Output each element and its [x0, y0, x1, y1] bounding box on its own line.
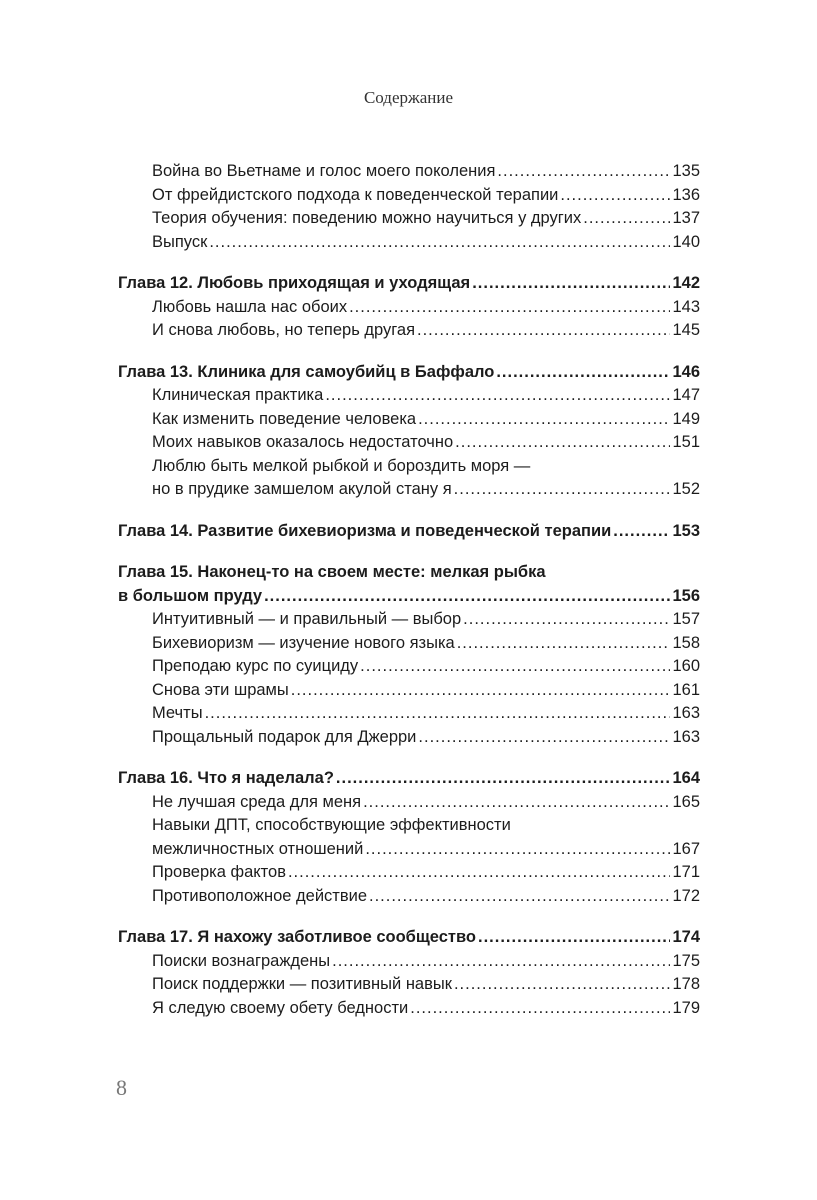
- entry-title: Интуитивный — и правильный — выбор: [152, 610, 462, 628]
- toc-subentry[interactable]: [118, 431, 700, 455]
- entry-page-number: 135: [672, 162, 700, 180]
- toc-subentry[interactable]: [118, 885, 700, 909]
- entry-title: Противоположное действие: [152, 886, 368, 905]
- dot-leader: [349, 296, 670, 320]
- dot-leader: [332, 950, 670, 974]
- entry-title: Люблю быть мелкой рыбкой и бороздить моря —: [152, 456, 531, 475]
- toc-section: [118, 160, 700, 254]
- entry-page-number: 163: [672, 704, 700, 722]
- dot-leader: [497, 160, 670, 184]
- entry-title: От фрейдистского подхода к поведенческой терапии: [152, 185, 559, 204]
- entry-title: Глава 12. Любовь приходящая и уходящая: [118, 274, 471, 292]
- section-gap: [118, 254, 700, 272]
- toc-subentry[interactable]: [118, 160, 700, 184]
- entry-page-number: 156: [672, 586, 700, 605]
- toc-subentry[interactable]: [118, 679, 700, 703]
- dot-leader: [369, 885, 670, 909]
- entry-page-number: 136: [672, 185, 700, 204]
- toc-section: [118, 272, 700, 343]
- dot-leader: [496, 361, 670, 385]
- toc-subentry[interactable]: [118, 608, 700, 632]
- toc-subentry[interactable]: [118, 455, 700, 479]
- toc-subentry[interactable]: [118, 814, 700, 838]
- entry-page-number: 152: [672, 480, 700, 498]
- entry-page-number: 158: [672, 633, 700, 652]
- dot-leader: [455, 431, 670, 455]
- toc-chapter-entry[interactable]: [118, 585, 700, 609]
- dot-leader: [360, 655, 670, 679]
- entry-title: Глава 15. Наконец-то на своем месте: мелкая рыбка: [118, 563, 546, 581]
- toc-subentry[interactable]: [118, 231, 700, 255]
- entry-page-number: 157: [672, 610, 700, 628]
- toc-subentry[interactable]: [118, 184, 700, 208]
- dot-leader: [613, 520, 670, 544]
- toc-subentry[interactable]: [118, 726, 700, 750]
- entry-title: межличностных отношений: [152, 839, 364, 858]
- dot-leader: [417, 319, 670, 343]
- entry-title: Моих навыков оказалось недостаточно: [152, 433, 454, 451]
- dot-leader: [560, 184, 670, 208]
- entry-page-number: 147: [672, 386, 700, 404]
- entry-page-number: 167: [672, 839, 700, 858]
- entry-title: Любовь нашла нас обоих: [152, 297, 348, 316]
- entry-title: Бихевиоризм — изучение нового языка: [152, 633, 455, 652]
- entry-page-number: 140: [672, 232, 700, 251]
- dot-leader: [583, 207, 670, 231]
- entry-page-number: 149: [672, 409, 700, 428]
- entry-page-number: 142: [672, 274, 700, 292]
- entry-title: Я следую своему обету бедности: [152, 998, 409, 1017]
- entry-page-number: 175: [672, 951, 700, 970]
- toc-subentry[interactable]: [118, 632, 700, 656]
- entry-title: Преподаю курс по суициду: [152, 657, 359, 675]
- toc-subentry[interactable]: [118, 319, 700, 343]
- toc-subentry[interactable]: [118, 655, 700, 679]
- entry-title: Навыки ДПТ, способствующие эффективности: [152, 816, 511, 834]
- entry-title: Глава 16. Что я наделала?: [118, 769, 334, 787]
- entry-page-number: 143: [672, 297, 700, 316]
- entry-title: Прощальный подарок для Джерри: [152, 727, 417, 746]
- entry-title: Поиск поддержки — позитивный навык: [152, 975, 452, 993]
- dot-leader: [365, 838, 670, 862]
- toc-section: [118, 561, 700, 749]
- entry-title: Мечты: [152, 704, 203, 722]
- dot-leader: [264, 585, 670, 609]
- dot-leader: [336, 767, 671, 791]
- entry-page-number: 146: [672, 362, 700, 381]
- entry-title: И снова любовь, но теперь другая: [152, 321, 416, 339]
- dot-leader: [291, 679, 671, 703]
- dot-leader: [325, 384, 670, 408]
- toc-subentry[interactable]: [118, 861, 700, 885]
- toc-subentry[interactable]: [118, 702, 700, 726]
- section-gap: [118, 502, 700, 520]
- entry-title: Клиническая практика: [152, 386, 324, 404]
- toc-chapter-entry[interactable]: [118, 926, 700, 950]
- entry-page-number: 163: [672, 727, 700, 746]
- toc-chapter-entry[interactable]: [118, 767, 700, 791]
- section-gap: [118, 908, 700, 926]
- toc-subentry[interactable]: [118, 296, 700, 320]
- toc-subentry[interactable]: [118, 207, 700, 231]
- toc-subentry[interactable]: [118, 478, 700, 502]
- entry-page-number: 145: [672, 321, 700, 339]
- entry-title: Снова эти шрамы: [152, 680, 289, 699]
- dot-leader: [457, 632, 671, 656]
- dot-leader: [454, 478, 671, 502]
- toc-subentry[interactable]: [118, 408, 700, 432]
- dot-leader: [454, 973, 671, 997]
- entry-page-number: 171: [672, 863, 700, 881]
- entry-page-number: 137: [672, 209, 700, 227]
- dot-leader: [363, 791, 670, 815]
- toc-section: [118, 926, 700, 1020]
- entry-title: Не лучшая среда для меня: [152, 792, 362, 811]
- entry-page-number: 179: [672, 998, 700, 1017]
- entry-page-number: 151: [672, 433, 700, 451]
- page-title: Содержание: [363, 88, 454, 107]
- table-of-contents: [118, 160, 700, 1020]
- toc-section: [118, 520, 700, 544]
- entry-page-number: 161: [672, 680, 700, 699]
- entry-page-number: 178: [672, 975, 700, 993]
- toc-subentry[interactable]: [118, 973, 700, 997]
- entry-title: Глава 17. Я нахожу заботливое сообщество: [118, 928, 477, 946]
- entry-page-number: 165: [672, 792, 700, 811]
- entry-page-number: 160: [672, 657, 700, 675]
- toc-chapter-entry[interactable]: [118, 520, 700, 544]
- toc-subentry[interactable]: [118, 950, 700, 974]
- toc-chapter-entry[interactable]: [118, 272, 700, 296]
- entry-title: Проверка фактов: [152, 863, 286, 881]
- dot-leader: [478, 926, 670, 950]
- dot-leader: [463, 608, 670, 632]
- dot-leader: [472, 272, 670, 296]
- page-number: 8: [116, 1075, 127, 1100]
- dot-leader: [410, 997, 670, 1021]
- toc-subentry[interactable]: [118, 997, 700, 1021]
- entry-title: Глава 13. Клиника для самоубийц в Баффало: [118, 362, 495, 381]
- toc-section: [118, 767, 700, 908]
- section-gap: [118, 543, 700, 561]
- dot-leader: [288, 861, 671, 885]
- dot-leader: [418, 408, 670, 432]
- entry-page-number: 164: [672, 769, 700, 787]
- toc-section: [118, 361, 700, 502]
- entry-page-number: 172: [672, 886, 700, 905]
- section-gap: [118, 343, 700, 361]
- entry-title: Глава 14. Развитие бихевиоризма и поведенческой терапии: [118, 521, 612, 540]
- toc-chapter-entry[interactable]: [118, 361, 700, 385]
- toc-chapter-entry[interactable]: [118, 561, 700, 585]
- entry-title: Война во Вьетнаме и голос моего поколения: [152, 162, 496, 180]
- toc-subentry[interactable]: [118, 384, 700, 408]
- entry-title: Как изменить поведение человека: [152, 409, 417, 428]
- section-gap: [118, 749, 700, 767]
- dot-leader: [205, 702, 671, 726]
- entry-title: но в прудике замшелом акулой стану я: [152, 480, 452, 498]
- entry-title: в большом пруду: [118, 586, 263, 605]
- entry-title: Поиски вознаграждены: [152, 951, 331, 970]
- dot-leader: [418, 726, 670, 750]
- dot-leader: [209, 231, 670, 255]
- entry-title: Выпуск: [152, 232, 208, 251]
- toc-subentry[interactable]: [118, 791, 700, 815]
- toc-subentry[interactable]: [118, 838, 700, 862]
- entry-page-number: 153: [672, 521, 700, 540]
- entry-page-number: 174: [672, 928, 700, 946]
- entry-title: Теория обучения: поведению можно научиться у других: [152, 209, 582, 227]
